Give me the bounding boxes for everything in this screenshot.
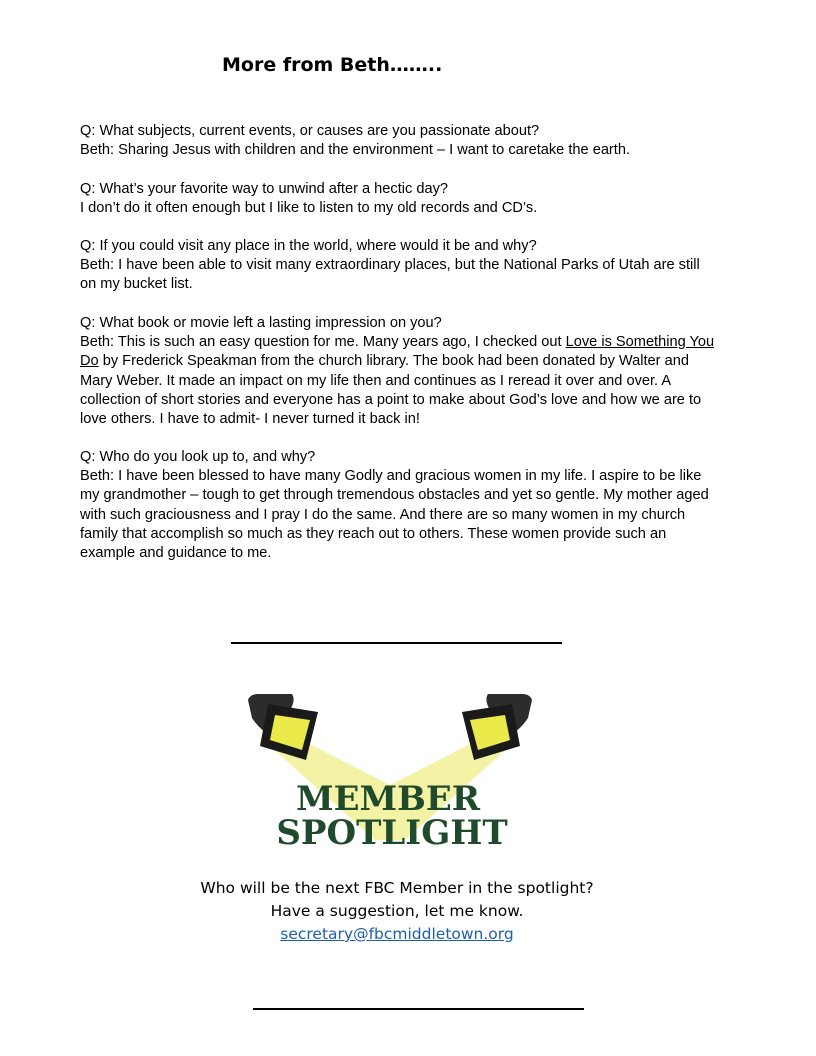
page-title: More from Beth……..: [222, 54, 443, 76]
email-link[interactable]: secretary@fbcmiddletown.org: [280, 925, 514, 943]
answer: Beth: Sharing Jesus with children and the environment – I want to caretake the earth.: [80, 142, 631, 159]
qa-item-3: [80, 237, 720, 295]
spotlight-text-line2: SPOTLIGHT: [276, 813, 508, 850]
answer: I don’t do it often enough but I like to listen to my old records and CD’s.: [80, 200, 538, 217]
question: Q: If you could visit any place in the world, where would it be and why?: [80, 238, 537, 254]
question: Q: What subjects, current events, or causes are you passionate about?: [80, 123, 540, 139]
answer-text: by Frederick Speakman from the church library. The book had been donated by Walter and Mary Weber. It made an impact on my life then and continues as I reread it over and over. A collection of short stories and everyone has a point to make about God’s love and how we are to love others. I have to admit- I never turned it back in!: [80, 353, 702, 428]
divider: [231, 642, 562, 644]
footer: [150, 877, 644, 946]
spotlight-text-line1: MEMBER: [295, 779, 481, 819]
answer: Beth: I have been blessed to have many Godly and gracious women in my life. I aspire to be like my grandmother – tough to get through tremendous obstacles and yet so gentle. My mother aged with such graciousness and I pray I do the same. And there are so many women in my church family that accomplish so much as they reach out to others. These women provide such an example and guidance to me.: [80, 468, 709, 562]
answer-text: Beth: This is such an easy question for me. Many years ago, I checked out: [80, 334, 566, 351]
book-title: Love is Something You Do: [80, 334, 715, 370]
qa-item-5: [80, 448, 720, 563]
footer-question: Who will be the next FBC Member in the spotlight?: [200, 879, 594, 897]
question: Q: What’s your favorite way to unwind after a hectic day?: [80, 181, 448, 197]
answer: Beth: I have been able to visit many extraordinary places, but the National Parks of Utah are still on my bucket list.: [80, 257, 700, 293]
member-spotlight-logo: [240, 690, 540, 850]
left-spotlight-icon: [248, 694, 318, 760]
question: Q: Who do you look up to, and why?: [80, 449, 316, 465]
question: Q: What book or movie left a lasting impression on you?: [80, 315, 442, 331]
qa-item-2: [80, 180, 720, 218]
qa-item-1: [80, 122, 720, 160]
footer-suggestion: Have a suggestion, let me know.: [270, 902, 524, 920]
qa-item-4: [80, 314, 720, 429]
divider: [253, 1008, 584, 1010]
right-spotlight-icon: [462, 694, 532, 760]
answer: [80, 333, 720, 429]
